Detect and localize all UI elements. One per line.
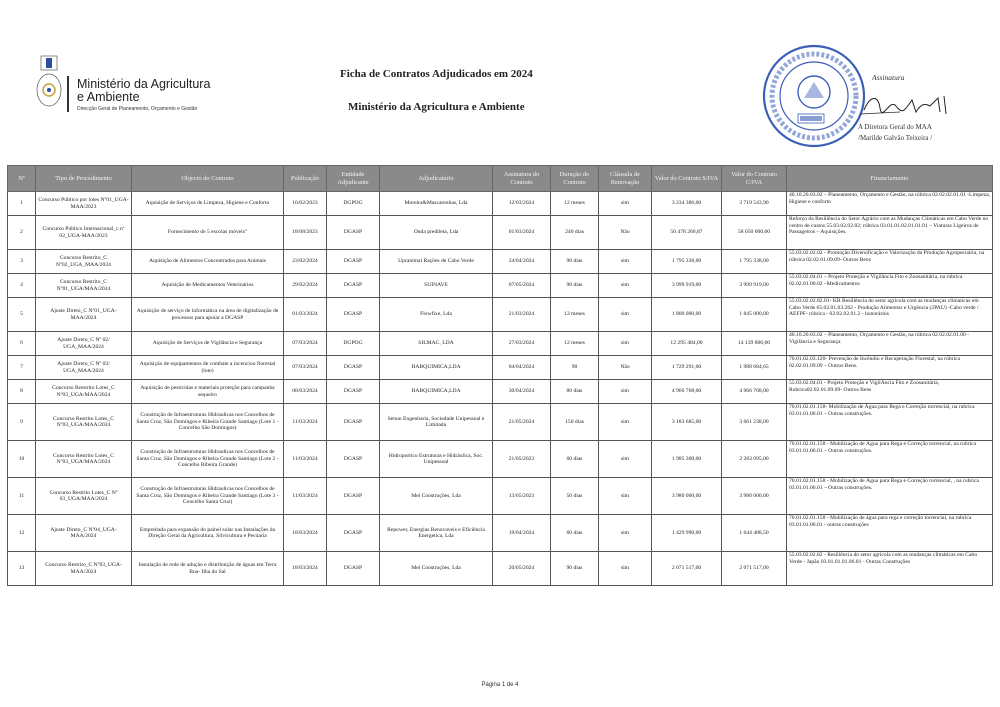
- ministry-line1: Ministério da Agricultura: [77, 77, 211, 91]
- department-name: Direcção Geral de Planeamento, Orçamento e Gestão: [77, 106, 198, 112]
- handwritten-signature-icon: [860, 90, 952, 118]
- cell-entidade: DGPOG: [327, 332, 380, 356]
- cell-objecto: Aquisição de serviço de informática na área de digitalização de processos para apoiar a DGASP: [132, 298, 284, 332]
- cell-assinatura: 21/05/2024: [493, 404, 551, 441]
- cell-clausula: sim: [599, 274, 652, 298]
- cell-valor-com-iva: 1 988 684,65: [722, 356, 787, 380]
- cell-valor-sem-iva: 4 966 768,00: [652, 380, 722, 404]
- cell-valor-com-iva: 58 050 000,00: [722, 216, 787, 250]
- cell-clausula: sim: [599, 441, 652, 478]
- cell-tipo: Concurso Rrestrito Lotes_C Nº03_UGA/MAA/2024: [36, 380, 132, 404]
- cell-entidade: DGASP: [327, 274, 380, 298]
- col-header-entidade: Entidade Adjudicante: [327, 166, 380, 192]
- cell-tipo: Concurso Restrito Lotes_C Nº 03_UGA/MAA/2024: [36, 478, 132, 515]
- cell-adjudicatario: Moreira&Mascarenhas, Lda: [380, 192, 493, 216]
- cell-assinatura: 21/03/2024: [493, 298, 551, 332]
- cell-clausula: sim: [599, 380, 652, 404]
- cell-entidade: DGASP: [327, 404, 380, 441]
- cell-tipo: Concurso Restrito_C Nº03_UGA-MAA/2024: [36, 552, 132, 586]
- col-header-n: Nº: [8, 166, 36, 192]
- cell-valor-com-iva: 3 980 000,00: [722, 478, 787, 515]
- cell-tipo: Concurso Restrito Lotes_C Nº03_UGA/MAA/2024: [36, 404, 132, 441]
- logo-divider: [67, 76, 69, 112]
- cell-duracao: 12 meses: [551, 192, 599, 216]
- table-row: [8, 298, 993, 332]
- cell-duracao: 150 dias: [551, 404, 599, 441]
- cell-entidade: DGASP: [327, 552, 380, 586]
- cell-financiamento: 55.03.02.04.01 - Projeto Proteção e VigilÂncia Fito e Zoosanitária, Rubrica02.02.01.09.09- Outros Bens: [787, 380, 993, 404]
- cell-n: 7: [8, 356, 36, 380]
- cell-publicacao: 23/02/2024: [284, 250, 327, 274]
- cell-publicacao: 11/03/2024: [284, 478, 327, 515]
- cell-financiamento: 70.01.02.01.158- Mobilização de Água para Rega e Correção torrencial, na rubrica 03.01.01.06.01 – Outras construções.: [787, 404, 993, 441]
- cell-financiamento: 70.01.02.03.120- Prevenção de Incêndio e Recuperação Florestal, na rúbrica 02.02.01.09.09 – Outros Bens.: [787, 356, 993, 380]
- cell-financiamento: 70.01.02.01.158 - Mobilização de água para rega e correção torrencial, na rubrica 03.01.01.06.01 - outras construções: [787, 515, 993, 552]
- cell-entidade: DGASP: [327, 515, 380, 552]
- cell-entidade: DGASP: [327, 380, 380, 404]
- cell-clausula: sim: [599, 478, 652, 515]
- cell-valor-com-iva: 2 283 095,00: [722, 441, 787, 478]
- cell-publicacao: 11/03/2024: [284, 441, 327, 478]
- cell-duracao: 12 meses: [551, 332, 599, 356]
- cell-financiamento: 55.03.02.02.82 - Resiliência do setor agricola com as mudanças climáticas em Cabo Verde - Japão 03.01.01.01.06.01 - Outras Construções: [787, 552, 993, 586]
- col-header-valor-sem-iva: Valor do Contrato S/IVA: [652, 166, 722, 192]
- cell-valor-com-iva: 1 795 338,00: [722, 250, 787, 274]
- cell-financiamento: 55.03.02.02.82.01- KR Resiliência do setor agrícola com as mudanças climaticas em Cabo Verde 65.02.01.03.262 - Produção Alimentar e Urgência (2PAU) -Cabo verde / AEFPF- rúbrica - 02.02.02.01.2 - honorários: [787, 298, 993, 332]
- cell-n: 1: [8, 192, 36, 216]
- table-row: [8, 356, 993, 380]
- cell-valor-com-iva: 4 966 768,00: [722, 380, 787, 404]
- ministry-name: [77, 78, 210, 104]
- cell-tipo: Ajuste Direto_C Nº04_UGA-MAA/2024: [36, 515, 132, 552]
- col-header-tipo: Tipo de Procedimento: [36, 166, 132, 192]
- signatory-title: A Diretora Geral do MAA: [858, 123, 932, 131]
- cell-tipo: Concurso Restrito_C Nº02_UGA_MAA/2024: [36, 250, 132, 274]
- cell-objecto: Construção de Infraestruturas Hidraulicas nos Concelhos de Santa Cruz, São Domingos e Ribeira Grande Santiago (Lote 1 -Concelho São Domingos): [132, 404, 284, 441]
- cell-clausula: sim: [599, 404, 652, 441]
- cell-duracao: 90 dias: [551, 250, 599, 274]
- cell-valor-sem-iva: 12 295 484,00: [652, 332, 722, 356]
- table-row: [8, 332, 993, 356]
- cell-assinatura: 12/03/2024: [493, 192, 551, 216]
- table-row: [8, 380, 993, 404]
- cell-valor-com-iva: 14 139 806,60: [722, 332, 787, 356]
- cell-assinatura: 30/04/2024: [493, 380, 551, 404]
- table-row: [8, 216, 993, 250]
- cell-entidade: DGASP: [327, 250, 380, 274]
- cell-valor-com-iva: 1 644 488,50: [722, 515, 787, 552]
- cell-tipo: Concurso Público por lotes Nº01_UGA-MAA/2023: [36, 192, 132, 216]
- cell-entidade: DGASP: [327, 441, 380, 478]
- cell-assinatura: 04/04/2024: [493, 356, 551, 380]
- col-header-adjudicatario: Adjudicatário: [380, 166, 493, 192]
- ministry-line2: e Ambiente: [77, 90, 140, 104]
- cell-financiamento: 40.10.20.03.02 – Planeamento, Orçamento e Gestão, na rúbrica 02.02.02.01.01 -Limpeza, Higiene e conforto: [787, 192, 993, 216]
- cell-financiamento: 70.01.02.01.158 - Mobilização de Água para Rega e Correção torrencial, , na rubrica 03.01.01.06.01 – Outras construções.: [787, 478, 993, 515]
- table-row: [8, 404, 993, 441]
- cell-clausula: sim: [599, 298, 652, 332]
- cell-adjudicatario: Mel Construções, Lda: [380, 478, 493, 515]
- official-stamp-icon: [760, 42, 868, 150]
- table-body: [8, 192, 993, 586]
- cell-publicacao: 07/03/2024: [284, 332, 327, 356]
- cell-valor-sem-iva: 3 183 685,00: [652, 404, 722, 441]
- cell-adjudicatario: HABQUIMICA,LDA: [380, 356, 493, 380]
- cell-adjudicatario: Hidroportico Estruturas e Hidráulica, Soc. Unipessoal: [380, 441, 493, 478]
- cell-clausula: sim: [599, 192, 652, 216]
- cell-objecto: Aquisição de Medicamentos Veterinários: [132, 274, 284, 298]
- cell-valor-com-iva: 1 845 000,00: [722, 298, 787, 332]
- cell-assinatura: 01/03/2024: [493, 216, 551, 250]
- col-header-duracao: Duração do Contrato: [551, 166, 599, 192]
- cell-n: 9: [8, 404, 36, 441]
- table-row: [8, 515, 993, 552]
- cell-publicacao: 16/02/2023: [284, 192, 327, 216]
- cell-adjudicatario: SILMAC, LDA: [380, 332, 493, 356]
- cell-objecto: Instalação de rede de adução e distribuição de águas em Terra Boa- Ilha do Sal: [132, 552, 284, 586]
- cell-n: 10: [8, 441, 36, 478]
- cell-tipo: Concurso Restrito Lotes_C Nº03_UGA/MAA/2024: [36, 441, 132, 478]
- cell-clausula: sim: [599, 250, 652, 274]
- signature-label: Assinatura: [872, 73, 905, 82]
- cell-publicacao: 29/02/2024: [284, 274, 327, 298]
- cell-valor-com-iva: 3 999 919,00: [722, 274, 787, 298]
- cell-duracao: 240 dias: [551, 216, 599, 250]
- cell-n: 2: [8, 216, 36, 250]
- cell-duracao: 90: [551, 356, 599, 380]
- document-title: Ficha de Contratos Adjudicados em 2024: [340, 68, 533, 80]
- cell-n: 3: [8, 250, 36, 274]
- cell-entidade: DGASP: [327, 216, 380, 250]
- table-row: [8, 478, 993, 515]
- cape-verde-emblem-icon: [35, 52, 63, 112]
- cell-financiamento: 70.01.02.01.158 - Mobilização de Água para Rega e Correção torrencial, na rubrica 03.01.01.06.01 – Outras construções.: [787, 441, 993, 478]
- cell-clausula: sim: [599, 515, 652, 552]
- cell-publicacao: 18/03/2024: [284, 515, 327, 552]
- cell-valor-sem-iva: 1 800 000,00: [652, 298, 722, 332]
- cell-objecto: Aquisição de Alimentos Concentrados para Animais: [132, 250, 284, 274]
- cell-n: 4: [8, 274, 36, 298]
- cell-tipo: Ajuste Direto_C Nº 02/ UGA_MAA/2024: [36, 332, 132, 356]
- col-header-financiamento: Financiamento: [787, 166, 993, 192]
- cell-assinatura: 21/05/2023: [493, 441, 551, 478]
- cell-adjudicatario: Upranimal Rações de Cabo Verde: [380, 250, 493, 274]
- col-header-objecto: Objecto do Contrato: [132, 166, 284, 192]
- cell-n: 12: [8, 515, 36, 552]
- table-row: [8, 441, 993, 478]
- cell-clausula: sim: [599, 332, 652, 356]
- cell-objecto: Aquisição de pesticidas e materiais proteção para campanha sequeiro: [132, 380, 284, 404]
- cell-publicacao: 18/03/2024: [284, 552, 327, 586]
- cell-adjudicatario: Senun Engenharia, Sociedade Unipessoal e Limitada: [380, 404, 493, 441]
- cell-valor-sem-iva: 3 980 000,00: [652, 478, 722, 515]
- cell-objecto: Aquisição de Serviços de Limpeza, Higiene e Conforto: [132, 192, 284, 216]
- cell-duracao: 60 dias: [551, 441, 599, 478]
- table-row: [8, 274, 993, 298]
- cell-objecto: Fornecimento de 5 escolas móveis": [132, 216, 284, 250]
- cell-entidade: DGASP: [327, 478, 380, 515]
- cell-valor-sem-iva: 1 985 300,00: [652, 441, 722, 478]
- cell-assinatura: 27/03/2024: [493, 332, 551, 356]
- cell-entidade: DGASP: [327, 298, 380, 332]
- cell-objecto: Construção de Infraestruturas Hidraulicas nos Concelhos de Santa Cruz, São Domingos e Ribeira Grande Santiago (Lote 3 -Concelho Santa Cruz): [132, 478, 284, 515]
- ministry-logo: [35, 52, 335, 122]
- contracts-table: [7, 165, 993, 586]
- cell-duracao: 12 meses: [551, 298, 599, 332]
- cell-tipo: Ajuste Direto_C Nº01_UGA-MAA/2024: [36, 298, 132, 332]
- cell-n: 11: [8, 478, 36, 515]
- cell-n: 13: [8, 552, 36, 586]
- cell-publicacao: 18/08/2023: [284, 216, 327, 250]
- cell-tipo: Concurso Restrito_C Nº01_UGA/MAA/2024: [36, 274, 132, 298]
- cell-duracao: 80 dias: [551, 380, 599, 404]
- cell-financiamento: 55.03.02.02.02 - Promoção Diversificação e Valorização da Produção Agropecuária, na rúbrica 02.02.01.09.09- Outros Bens: [787, 250, 993, 274]
- cell-duracao: 90 dias: [551, 274, 599, 298]
- cell-publicacao: 07/03/2024: [284, 356, 327, 380]
- cell-entidade: DGPOG: [327, 192, 380, 216]
- cell-financiamento: 55.03.02.04.01 – Projeto Proteção e Vigilância Fito e Zoosanitária, na rúbrica 02.02.01.00.02 –Medicamentos: [787, 274, 993, 298]
- table-header-row: [8, 166, 993, 192]
- table-row: [8, 250, 993, 274]
- cell-objecto: Aquisição de equipamentos de combate a incencioo florestal (lote): [132, 356, 284, 380]
- cell-entidade: DGASP: [327, 356, 380, 380]
- cell-assinatura: 19/04/2024: [493, 515, 551, 552]
- cell-adjudicatario: Mel Construções, Lda: [380, 552, 493, 586]
- signatory-name: /Marilde Galvão Teixeira /: [858, 134, 933, 142]
- cell-n: 8: [8, 380, 36, 404]
- cell-objecto: Aquisição de Serviços de Vigilância e Segurança: [132, 332, 284, 356]
- signature-block: [858, 72, 978, 152]
- cell-adjudicatario: Onda predileta, Lda: [380, 216, 493, 250]
- cell-n: 6: [8, 332, 36, 356]
- cell-adjudicatario: Repower, Energias Renovaveis e Eficiência Energetica, Lda: [380, 515, 493, 552]
- cell-valor-com-iva: 3 661 238,00: [722, 404, 787, 441]
- document-subtitle: Ministério da Agricultura e Ambiente: [348, 101, 525, 113]
- cell-objecto: Construção de Infraestruturas Hidraulicas nos Concelhos de Santa Cruz, São Domingos e Ribeira Grande Santiago (Lote 2 -Concelho Ribeira Grande): [132, 441, 284, 478]
- cell-duracao: 60 dias: [551, 515, 599, 552]
- page-number: Página 1 de 4: [481, 682, 519, 688]
- cell-assinatura: 07/05/2024: [493, 274, 551, 298]
- table-row: [8, 192, 993, 216]
- cell-valor-com-iva: 2 071 517,00: [722, 552, 787, 586]
- cell-valor-sem-iva: 1 429 990,00: [652, 515, 722, 552]
- cell-valor-sem-iva: 1 729 291,00: [652, 356, 722, 380]
- cell-clausula: Não: [599, 356, 652, 380]
- cell-valor-sem-iva: 3 234 386,00: [652, 192, 722, 216]
- cell-financiamento: 40.10.20.03.02 – Planeamento, Orçamento e Gestão, na rúbrica 02.02.02.01.00 - Vigilância e Segurança: [787, 332, 993, 356]
- cell-adjudicatario: Flowfixe, Lda: [380, 298, 493, 332]
- cell-valor-sem-iva: 3 999 919,00: [652, 274, 722, 298]
- cell-assinatura: 20/05/2024: [493, 552, 551, 586]
- cell-valor-sem-iva: 50 478 260,87: [652, 216, 722, 250]
- cell-tipo: Ajuste Direto_C Nº 03/ UGA_MAA/2024: [36, 356, 132, 380]
- cell-adjudicatario: SUINAVE: [380, 274, 493, 298]
- cell-clausula: Não: [599, 216, 652, 250]
- col-header-publicacao: Publicação: [284, 166, 327, 192]
- cell-valor-com-iva: 3 719 543,90: [722, 192, 787, 216]
- cell-adjudicatario: HABQUIMICA,LDA: [380, 380, 493, 404]
- cell-financiamento: Reforço da Resiliência do Setor Agrário com as Mudanças Climáticas em Cabo Verde no centro de custos 55.03.02.02.82; rúbrica 03.01.01.02.01.01.01 – Viaturas Ligeiros de Passageiros – Aquisições.: [787, 216, 993, 250]
- cell-clausula: sim: [599, 552, 652, 586]
- cell-objecto: Empreitada para expansão do painel solar nas Instalações da Direção Geral da Agricultura, Silvicultura e Pecúaria: [132, 515, 284, 552]
- cell-assinatura: 24/04/2024: [493, 250, 551, 274]
- cell-duracao: 50 dias: [551, 478, 599, 515]
- cell-valor-sem-iva: 1 795 338,00: [652, 250, 722, 274]
- col-header-assinatura: Assinatura do Contrato: [493, 166, 551, 192]
- cell-publicacao: 01/03/2024: [284, 298, 327, 332]
- col-header-clausula: Cláusula de Renovação: [599, 166, 652, 192]
- cell-publicacao: 08/03/2024: [284, 380, 327, 404]
- cell-tipo: Concurso Público Internacional_c nº 02_UGA-MAA/2023: [36, 216, 132, 250]
- cell-assinatura: 13/05/2023: [493, 478, 551, 515]
- cell-n: 5: [8, 298, 36, 332]
- col-header-valor-com-iva: Valor do Contrato C/IVA: [722, 166, 787, 192]
- cell-publicacao: 11/03/2024: [284, 404, 327, 441]
- table-row: [8, 552, 993, 586]
- cell-valor-sem-iva: 2 071 517,00: [652, 552, 722, 586]
- cell-duracao: 90 dias: [551, 552, 599, 586]
